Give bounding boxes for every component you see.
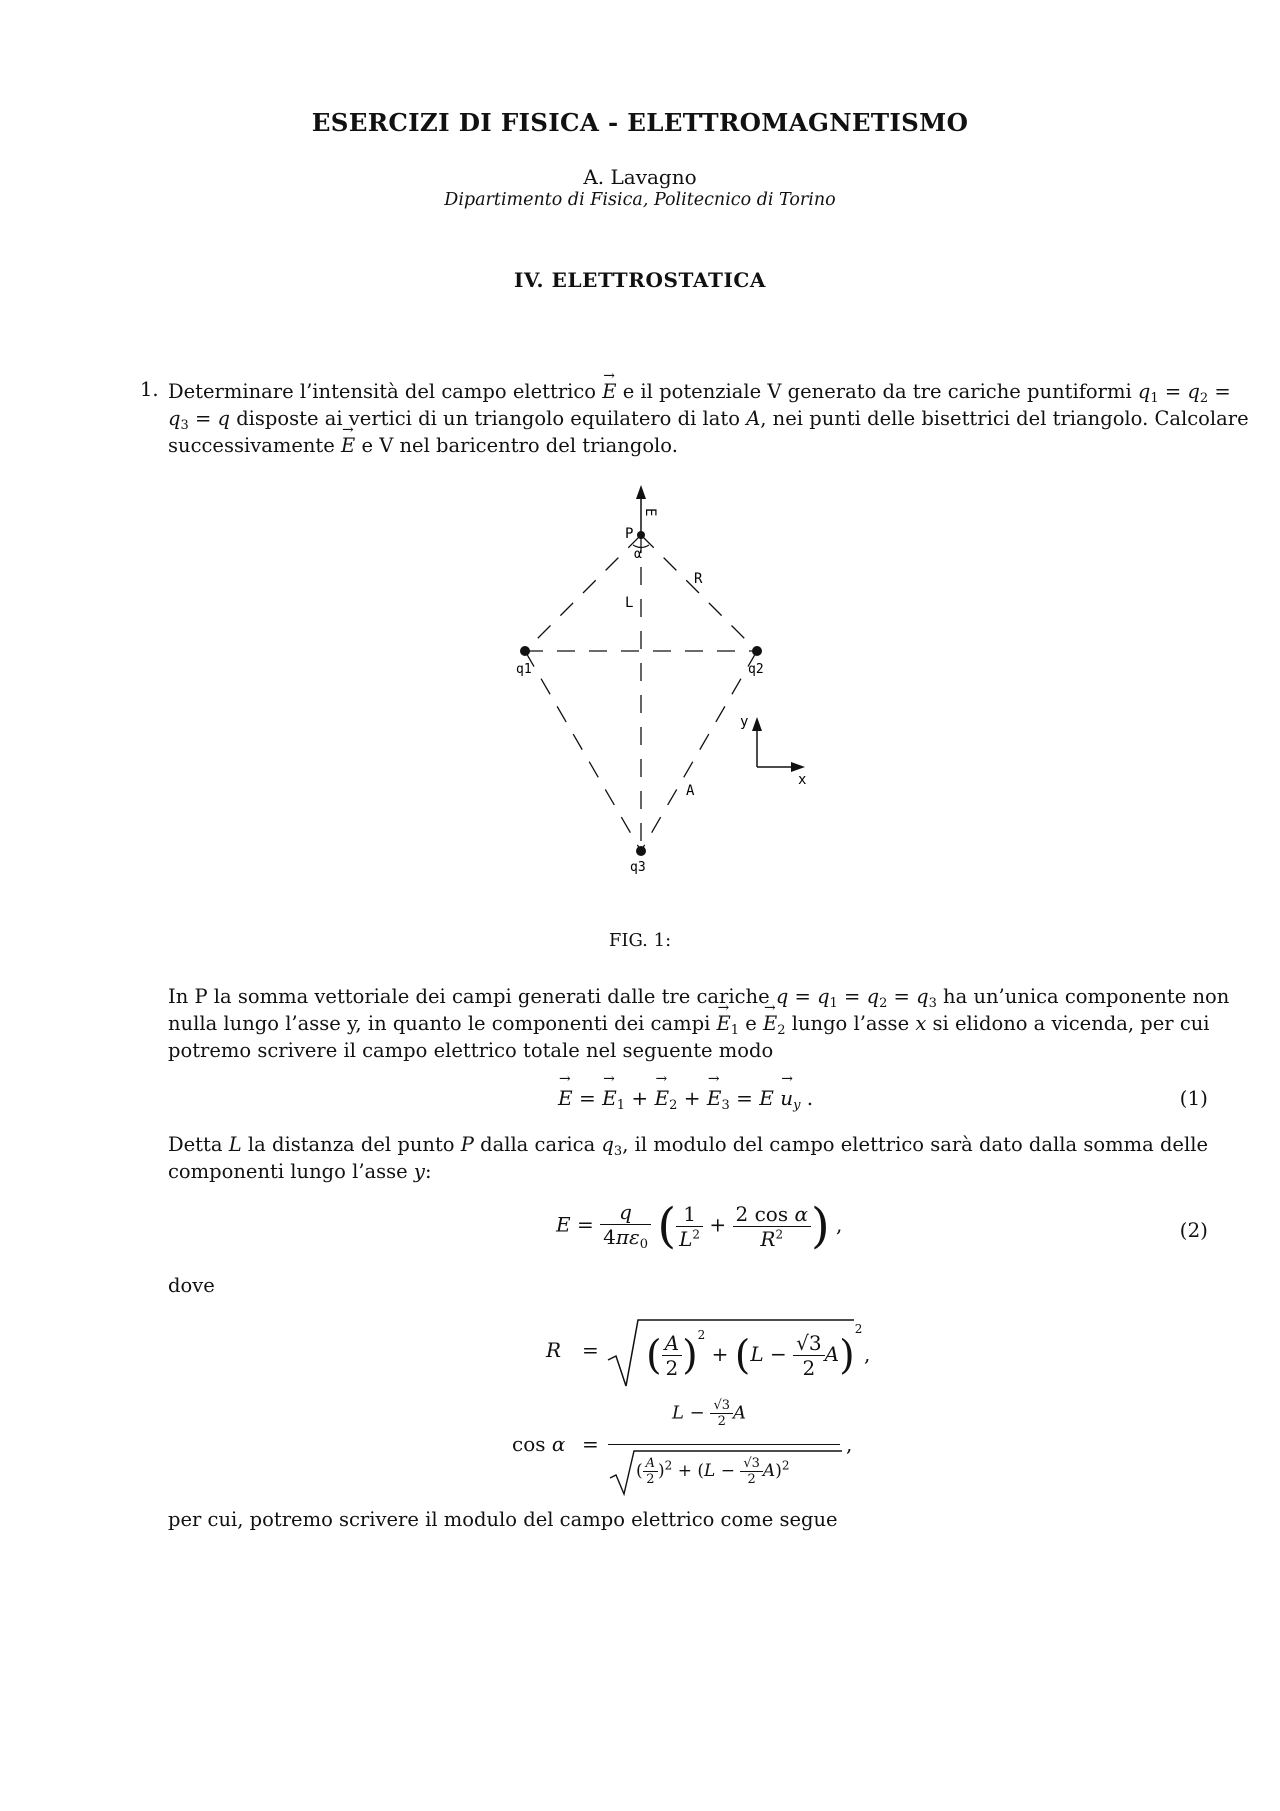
fraction-bar xyxy=(608,1444,840,1445)
equation-R: R = ( $\frac{A}{2}$ )$^2$ + (L − $\frac{√3}{2}$ A)$^2$ , xyxy=(546,1316,886,1390)
label-alpha: α xyxy=(634,547,642,562)
equation-cos-alpha: cos α = L − $\frac{√3}{2}$ A ( $\frac{A}{2}$ )$^2$ + (L − $\frac{√3}{2}$ A)$^2$ , xyxy=(512,1398,852,1498)
figure-caption: FIG. 1: xyxy=(608,930,672,951)
equation-2: E = $\frac{q}{4\pi\varepsilon_0}$ ( $\frac{1}{L^2}$ + $\frac{\text{2 cos α}}{R^2}$ ) , xyxy=(556,1198,843,1254)
equation-1-number: (1) xyxy=(1179,1086,1208,1110)
label-A: A xyxy=(686,783,695,799)
line-P-q2 xyxy=(641,535,757,651)
line-q2-q3 xyxy=(641,651,757,851)
author: A. Lavagno xyxy=(583,165,697,189)
axis-y-arrowhead xyxy=(752,717,762,731)
label-L: L xyxy=(625,595,634,611)
label-R: R xyxy=(694,571,703,587)
charge-q3 xyxy=(636,846,646,856)
label-y: y xyxy=(740,714,749,730)
point-P xyxy=(637,531,645,539)
label-q1: q1 xyxy=(516,662,532,677)
closing-sentence: per cui, potremo scrivere il modulo del campo elettrico come segue xyxy=(168,1508,838,1531)
problem-statement: Determinare l’intensità del campo elettrico → E e il potenziale V generato da tre cariche puntiformi $q_1 = q_2$ = $q_3 = q$ disposte ai vertici di un triangolo equilatero di lato A, nei punti delle bisettrici del triangolo. Calcolare successivamente → E e V nel baricentro del triangolo. xyxy=(168,378,1208,459)
charge-q1 xyxy=(520,646,530,656)
paper-title: ESERCIZI DI FISICA - ELETTROMAGNETISMO xyxy=(311,108,969,137)
axis-x-arrowhead xyxy=(791,762,805,772)
equation-1: → E = → $E_1$ + → $E_2$ + → $E_3 = E \to u_y$ . xyxy=(558,1086,813,1113)
label-q2: q2 xyxy=(748,662,764,677)
equation-2-number: (2) xyxy=(1179,1218,1208,1242)
label-E: E xyxy=(642,508,658,517)
paragraph-1: In P la somma vettoriale dei campi generati dalle tre cariche $q = q_1 = q_2 = q_3$ ha un’unica componente non nulla lungo l’asse y, in quanto le componenti dei campi → $E_1$ $e \to E_2$ lungo l’asse x si elidono a vicenda, per cui potremo scrivere il campo elettrico totale nel seguente modo xyxy=(168,983,1208,1064)
word-where: dove xyxy=(168,1274,215,1297)
label-x: x xyxy=(798,772,807,788)
label-P: P xyxy=(625,526,634,542)
line-P-q1 xyxy=(525,535,641,651)
paragraph-2: Detta L la distanza del punto P dalla carica $q_3$, il modulo del campo elettrico sarà dato dalla somma delle componenti lungo l’asse y: xyxy=(168,1133,1208,1183)
charge-q2 xyxy=(752,646,762,656)
field-arrowhead xyxy=(636,485,646,499)
problem-number: 1. xyxy=(140,378,159,401)
line-q1-q3 xyxy=(525,651,641,851)
affiliation: Dipartimento di Fisica, Politecnico di Torino xyxy=(444,190,836,210)
section-title: IV. ELETTROSTATICA xyxy=(513,268,767,292)
label-q3: q3 xyxy=(630,860,646,875)
